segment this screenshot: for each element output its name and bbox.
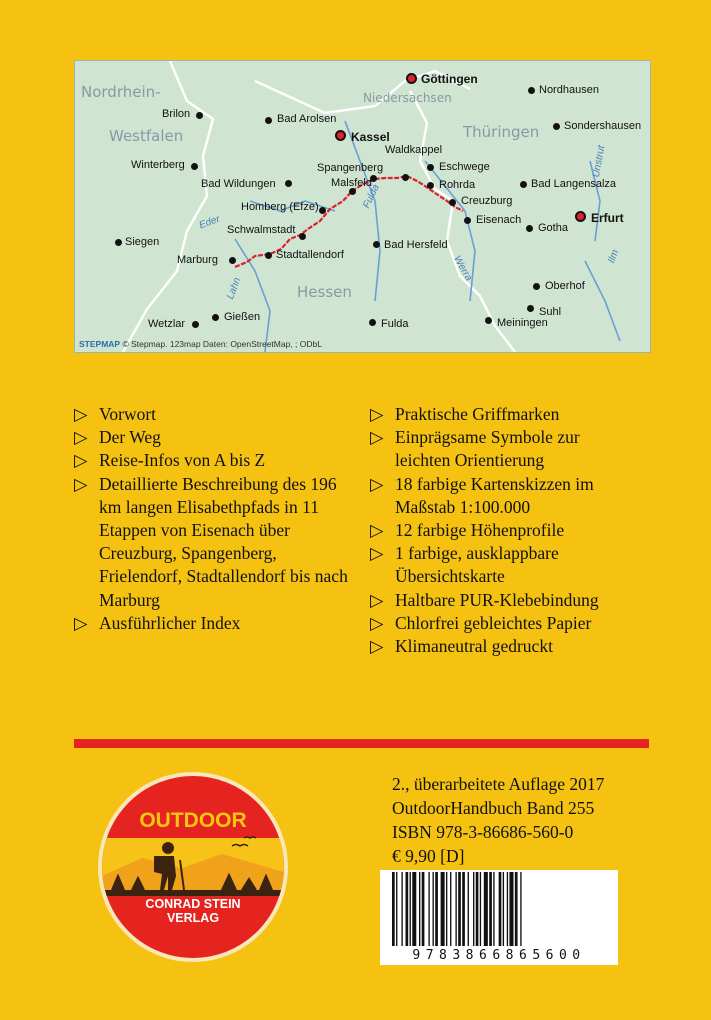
city-dot-siegen [115,239,122,246]
river-label-lahn: Lahn [225,276,244,301]
region-label-hessen: Hessen [297,283,352,301]
triangle-bullet-icon: ▷ [370,589,384,610]
outdoor-logo [98,772,288,962]
barcode-bar [401,872,402,946]
city-label-erfurt: Erfurt [591,211,624,225]
city-label-winterberg: Winterberg [131,159,185,171]
city-dot-waldkappel [402,174,409,181]
city-dot-stadtallendorf [265,252,272,259]
list-item: ▷ 12 farbige Höhenprofile [370,519,650,542]
barcode-bar [428,872,429,946]
river-label-ilm: Ilm [606,248,622,265]
city-label-stadtallendorf: Stadtallendorf [276,249,344,261]
city-dot-homberg [319,207,326,214]
barcode-bars [380,870,618,950]
barcode-bar [422,872,425,946]
barcode-bar [509,872,513,946]
city-dot-eschwege [427,164,434,171]
barcode-bar [503,872,504,946]
region-label-thueringen: Thüringen [463,123,540,141]
city-label-goettingen: Göttingen [421,72,478,86]
river-label-fulda: Fulda [361,182,382,211]
list-item: ▷ Chlorfrei gebleichtes Papier [370,612,650,635]
triangle-bullet-icon: ▷ [370,543,384,564]
city-dot-malsfeld [349,188,356,195]
barcode-bar [520,872,521,946]
city-label-eschwege: Eschwege [439,161,490,173]
barcode-bar [476,872,479,946]
city-dot-rohrda [427,182,434,189]
city-label-kassel: Kassel [351,130,390,144]
triangle-bullet-icon: ▷ [370,404,384,424]
barcode-bar [446,872,447,946]
city-label-siegen: Siegen [125,236,160,248]
city-dot-wetzlar [192,321,199,328]
city-dot-fulda [369,319,376,326]
barcode-bar [450,872,451,946]
triangle-bullet-icon: ▷ [370,473,384,494]
triangle-bullet-icon: ▷ [370,520,384,541]
triangle-bullet-icon: ▷ [370,612,384,633]
triangle-bullet-icon: ▷ [74,473,88,494]
city-dot-oberhof [533,283,540,290]
credit-text: © Stepmap. 123map Daten: OpenStreetMap, ; ODbL [122,339,322,349]
barcode-bar [435,872,438,946]
city-dot-bad-wildungen [285,180,292,187]
list-item: ▷ Reise-Infos von A bis Z [74,449,364,472]
triangle-bullet-icon: ▷ [74,404,88,424]
barcode-bar [473,872,474,946]
city-label-homberg: Homberg (Efze) [241,201,319,213]
city-label-schwalmstadt: Schwalmstadt [227,224,296,236]
region-label-nrw-2: Westfalen [109,127,184,145]
city-dot-kassel [335,130,346,141]
city-label-suhl: Suhl [539,306,562,318]
city-dot-goettingen [406,73,417,84]
barcode-bar [489,872,492,946]
state-border-nrw [123,61,213,352]
city-label-oberhof: Oberhof [545,280,585,292]
barcode-bar [480,872,481,946]
city-label-bad-arolsen: Bad Arolsen [277,113,337,125]
triangle-bullet-icon: ▷ [74,427,88,448]
barcode-bar [455,872,456,946]
triangle-bullet-icon: ▷ [370,427,384,448]
city-dot-eisenach [464,217,471,224]
credit-brand: STEPMAP [79,339,121,349]
city-label-giessen: Gießen [224,311,261,323]
list-item: ▷ 1 farbige, ausklappbare Übersichtskarte [370,543,559,587]
city-dot-sondershausen [553,123,560,130]
barcode-number: 9783866865600 [380,948,618,963]
overview-map [74,60,651,353]
city-dot-nordhausen [528,87,535,94]
price-text: € 9,90 [D] [392,846,465,866]
barcode-bar [441,872,445,946]
features-right-list [370,403,650,658]
river-label-eder: Eder [197,213,222,232]
city-dot-suhl [527,305,534,312]
list-item: ▷ Der Weg [74,426,364,449]
city-label-rohrda: Rohrda [439,179,476,191]
barcode [380,870,618,965]
city-label-gotha: Gotha [538,222,568,234]
river-fulda-line [345,121,380,301]
river-label-unstrut: Unstrut [590,144,608,179]
triangle-bullet-icon: ▷ [74,612,88,633]
publication-info [392,772,604,868]
divider-bar [74,739,649,748]
city-label-meiningen: Meiningen [497,317,548,329]
list-item: ▷ Vorwort [74,403,364,426]
list-item: ▷ Haltbare PUR-Klebebindung [370,589,650,612]
list-item: ▷ Praktische Griffmarken [370,403,650,426]
city-label-wetzlar: Wetzlar [148,318,186,330]
list-item: ▷ Ausführlicher Index [74,612,364,635]
isbn-text: ISBN 978-3-86686-560-0 [392,822,574,842]
city-dot-giessen [212,314,219,321]
barcode-bar [493,872,494,946]
city-label-bad-hersfeld: Bad Hersfeld [384,239,448,251]
city-label-bad-wildungen: Bad Wildungen [201,178,276,190]
list-item: ▷ Detaillierte Beschreibung des 196 km langen Elisabethpfads in 11 Etappen von Eisenach über Creuzburg, Spangenberg, Frielendorf, Stadtallendorf bis nach Marburg [74,473,348,610]
barcode-bar [406,872,409,946]
triangle-bullet-icon: ▷ [74,450,88,471]
city-dot-meiningen [485,317,492,324]
series-text: OutdoorHandbuch Band 255 [392,798,595,818]
barcode-bar [499,872,502,946]
city-label-bad-langensalza: Bad Langensalza [531,178,617,190]
city-label-eisenach: Eisenach [476,214,522,226]
list-item: ▷ Klimaneutral gedruckt [370,635,650,658]
city-dot-bad-langensalza [520,181,527,188]
city-dot-erfurt [575,211,586,222]
edition-text: 2., überarbeitete Auflage 2017 [392,774,605,794]
city-label-spangenberg: Spangenberg [317,162,384,174]
map-credit [79,339,322,349]
barcode-bar [507,872,508,946]
city-dot-schwalmstadt [299,233,306,240]
list-item: ▷ 18 farbige Kartenskizzen im Maßstab 1:100.000 [370,473,594,517]
barcode-bar [468,872,469,946]
barcode-bar [410,872,411,946]
region-label-nrw-1: Nordrhein- [81,83,161,101]
list-item: ▷ Einprägsame Symbole zur leichten Orientierung [370,427,580,471]
city-label-malsfeld: Malsfeld [331,177,372,189]
city-label-brilon: Brilon [162,108,191,120]
barcode-bar [515,872,518,946]
city-label-sondershausen: Sondershausen [564,120,642,132]
barcode-bar [458,872,461,946]
city-label-waldkappel: Waldkappel [385,144,443,156]
city-dot-creuzburg [449,199,456,206]
logo-title: OUTDOOR [139,809,247,832]
river-label-werra: Werra [450,254,475,283]
barcode-bar [392,872,395,946]
city-dot-marburg [229,257,236,264]
city-dot-gotha [526,225,533,232]
barcode-bar [412,872,416,946]
city-dot-winterberg [191,163,198,170]
logo-artwork [102,776,284,958]
region-label-niedersachsen: Niedersachsen [363,91,452,105]
barcode-bar [419,872,420,946]
city-label-nordhausen: Nordhausen [539,84,599,96]
river-ilm-line [585,261,620,341]
city-label-fulda: Fulda [381,318,409,330]
city-label-marburg: Marburg [177,254,218,266]
barcode-bar [484,872,488,946]
triangle-bullet-icon: ▷ [370,636,384,657]
city-dot-bad-arolsen [265,117,272,124]
barcode-bar [462,872,465,946]
city-dot-brilon [196,112,203,119]
features-left-list [74,403,364,635]
barcode-bar [396,872,397,946]
logo-publisher: CONRAD STEIN VERLAG [145,897,241,925]
city-dot-bad-hersfeld [373,241,380,248]
barcode-bar [433,872,434,946]
city-label-creuzburg: Creuzburg [461,195,513,207]
